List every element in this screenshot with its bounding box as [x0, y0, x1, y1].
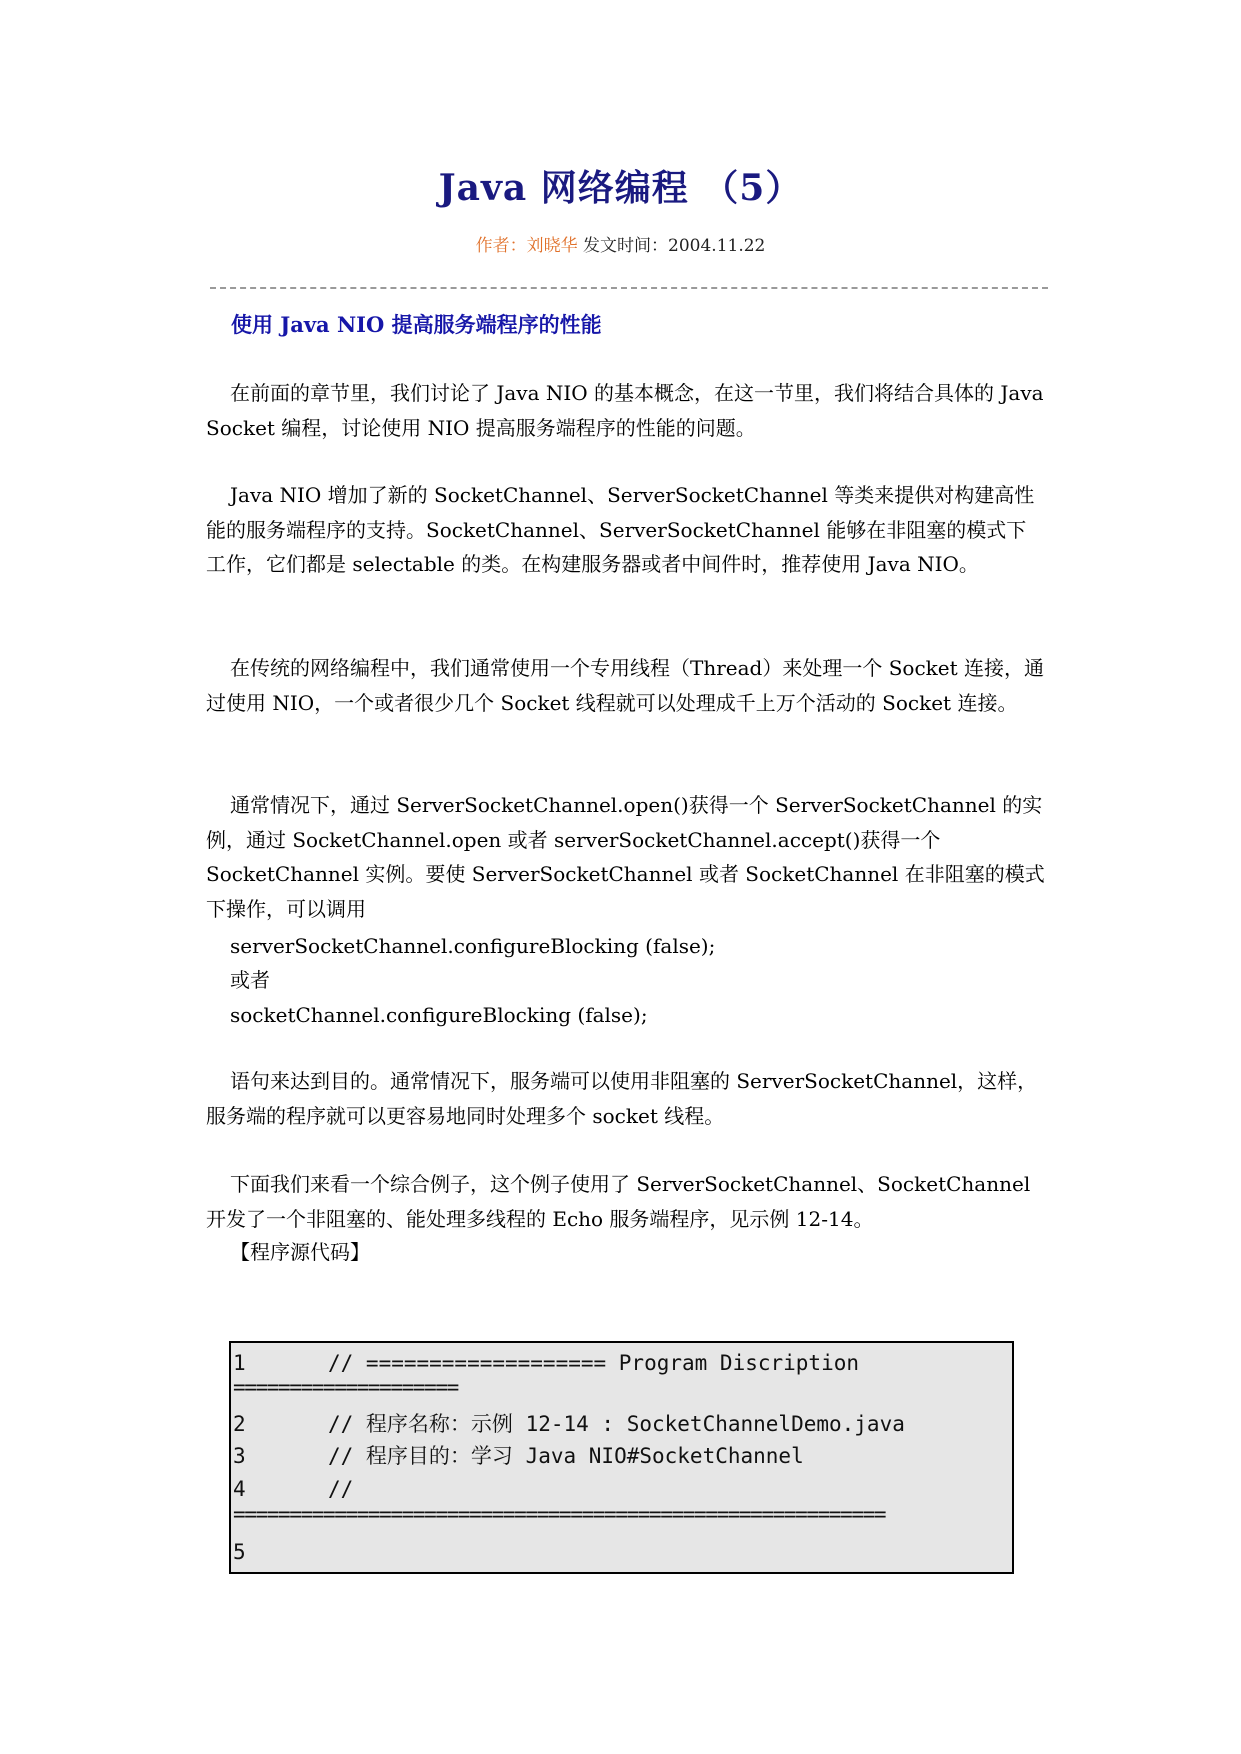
paragraph-intro: 在前面的章节里，我们讨论了 Java NIO 的基本概念，在这一节里，我们将结合具体的 Java Socket 编程，讨论使用 NIO 提高服务端程序的性能的问题。	[206, 381, 1044, 440]
code-line: 1 // =================== Program Discription	[233, 1351, 860, 1375]
paragraph-statement: 语句来达到目的。通常情况下，服务端可以使用非阻塞的 ServerSocketChannel，这样，服务端的程序就可以更容易地同时处理多个 socket 线程。	[206, 1069, 1038, 1128]
dashed-divider	[210, 287, 1048, 289]
code-line: 5	[233, 1540, 246, 1564]
or-text: 或者	[230, 968, 270, 992]
date-label: 发文时间：2004.11.22	[583, 236, 766, 256]
code-line-wrap: ==========================================================	[233, 1502, 886, 1526]
code-line: 2 // 程序名称：示例 12-14 : SocketChannelDemo.java	[233, 1412, 905, 1436]
paragraph-example: 下面我们来看一个综合例子，这个例子使用了 ServerSocketChannel、SocketChannel 开发了一个非阻塞的、能处理多线程的 Echo 服务端程序，见示例 12-14。	[206, 1172, 1031, 1231]
paragraph-nio-channels: Java NIO 增加了新的 SocketChannel、ServerSocketChannel 等类来提供对构建高性能的服务端程序的支持。SocketChannel、ServerSocketChannel 能够在非阻塞的模式下工作，它们都是 selectable 的类。在构建服务器或者中间件时，推荐使用 Java NIO。	[206, 483, 1035, 576]
paragraph-traditional: 在传统的网络编程中，我们通常使用一个专用线程（Thread）来处理一个 Socket 连接，通过使用 NIO，一个或者很少几个 Socket 线程就可以处理成千上万个活动的 Socket 连接。	[206, 656, 1044, 715]
article-meta	[0, 231, 1241, 256]
code-block	[229, 1341, 1014, 1574]
author-label: 作者：刘晓华	[475, 236, 578, 256]
page-title: Java 网络编程 （5）	[438, 167, 803, 209]
section-heading: 使用 Java NIO 提高服务端程序的性能	[231, 312, 602, 337]
code-inline-socket: socketChannel.configureBlocking (false);	[230, 1003, 648, 1027]
code-line: 4 //	[233, 1477, 354, 1501]
source-code-label: 【程序源代码】	[230, 1240, 370, 1264]
code-inline-server: serverSocketChannel.configureBlocking (false);	[230, 934, 716, 958]
code-line: 3 // 程序目的：学习 Java NIO#SocketChannel	[233, 1444, 804, 1468]
paragraph-usage: 通常情况下，通过 ServerSocketChannel.open()获得一个 ServerSocketChannel 的实例，通过 SocketChannel.open 或者 serverSocketChannel.accept()获得一个 SocketChannel 实例。要使 ServerSocketChannel 或者 SocketChannel 在非阻塞的模式下操作，可以调用	[206, 793, 1045, 921]
code-line-wrap: ====================	[233, 1375, 458, 1399]
